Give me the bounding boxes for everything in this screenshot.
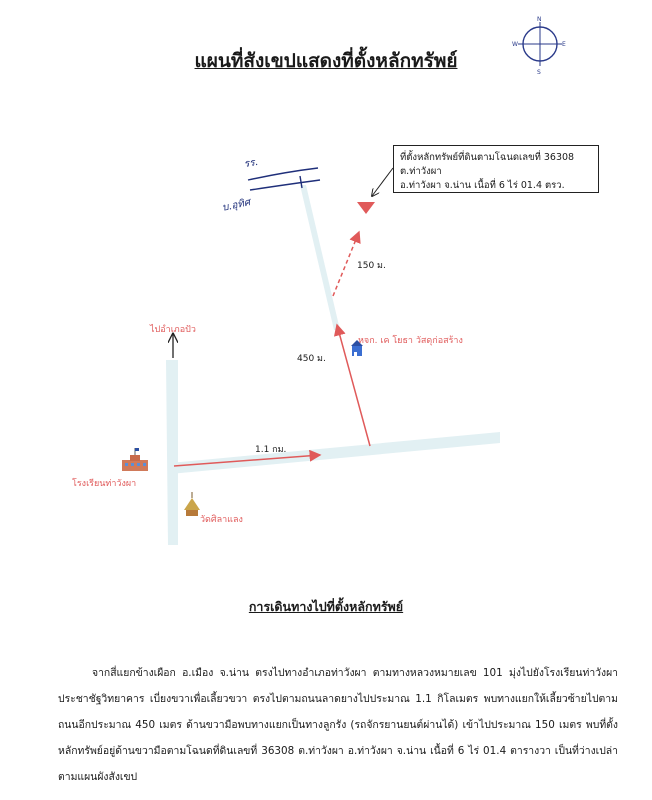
- horizontal-road: [170, 432, 500, 474]
- to-pua-label: ไปอำเภอปัว: [150, 325, 196, 335]
- compass-n: N: [537, 16, 542, 23]
- callout-line-1: ที่ตั้งหลักทรัพย์ที่ดินตามโฉนดเลขที่ 36308 ต.ท่าวังผา: [400, 152, 575, 177]
- callout-line-2: อ.ท่าวังผา จ.น่าน เนื้อที่ 6 ไร่ 01.4 ตรว.: [400, 180, 565, 191]
- directions-text: จากสี่แยกข้างเผือก อ.เมือง จ.น่าน ตรงไปทางอำเภอท่าวังผา ตามทางหลวงหมายเลข 101 มุ่งไปยังโรงเรียนท่าวังผาประชาชัฐวิทยาคาร เบี่ยงขวาเพื่อเลี้ยวขวา ตรงไปตามถนนลาดยางไปประมาณ 1.1 กิโลเมตร พบทางแยกให้เลี้ยวซ้ายไปตามถนนอีกประมาณ 450 เมตร ด้านขวามือพบทางแยกเป็นทางลูกรัง (รถจักรยานยนต์ผ่านได้) เข้าไปประมาณ 150 เมตร พบที่ตั้งหลักทรัพย์อยู่ด้านขวามือตามโฉนดที่ดินเลขที่ 36308 ต.ท่าวังผา อ.ท่าวังผา จ.น่าน เนื้อที่ 6 ไร่ 01.4 ตารางวา เป็นที่ว่างเปล่า ตามแผนผังสังเขป: [58, 667, 618, 783]
- vertical-road-left: [166, 360, 178, 545]
- compass-e: E: [562, 41, 566, 48]
- compass-w: W: [512, 41, 518, 48]
- distance-1-1km-label: 1.1 กม.: [255, 445, 287, 455]
- temple-label: วัดศิลาแลง: [200, 515, 243, 525]
- compass-s: S: [537, 69, 541, 76]
- property-callout: [393, 145, 599, 193]
- map-title: แผนที่สังเขปแสดงที่ตั้งหลักทรัพย์: [194, 50, 458, 72]
- shop-label: หจก. เค โยธา วัสดุก่อสร้าง: [358, 336, 463, 346]
- distance-450m-label: 450 ม.: [297, 354, 326, 364]
- callout-pointer: [372, 168, 393, 196]
- school-icon: [122, 448, 148, 471]
- road-mark-label: รร.: [243, 156, 259, 171]
- road-name-label: บ.อุทิศ: [221, 197, 252, 214]
- school-label: โรงเรียนท่าวังผา: [72, 479, 137, 489]
- road-line-upper: [248, 168, 318, 180]
- temple-icon: [184, 492, 200, 516]
- compass-icon: [510, 12, 570, 76]
- directions-title: การเดินทางไปที่ตั้งหลักทรัพย์: [248, 599, 404, 614]
- route-arrow-150m: [333, 232, 359, 296]
- distance-150m-label: 150 ม.: [357, 261, 386, 271]
- north-road: [300, 185, 340, 330]
- property-marker-icon: [357, 202, 375, 214]
- road-line-lower: [250, 180, 320, 190]
